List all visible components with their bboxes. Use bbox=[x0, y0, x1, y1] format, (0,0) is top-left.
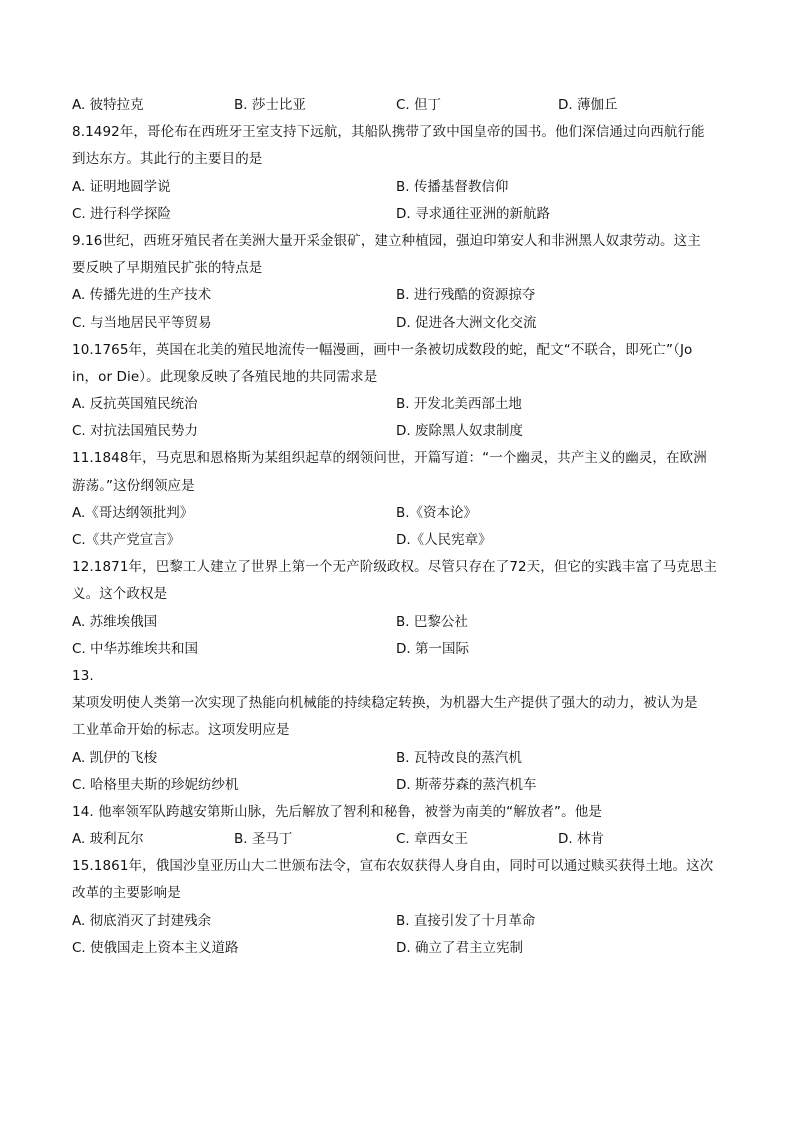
q8-option-d: D. 寻求通往亚洲的新航路 bbox=[396, 205, 550, 222]
q7-option-b: B. 莎士比亚 bbox=[234, 97, 306, 113]
q11-option-d: D.《人民宪章》 bbox=[396, 532, 492, 548]
q15-option-a: A. 彻底消灭了封建残余 bbox=[72, 912, 212, 929]
q7-options bbox=[72, 92, 722, 119]
q14-option-a: A. 玻利瓦尔 bbox=[72, 831, 144, 848]
q9-option-c: C. 与当地居民平等贸易 bbox=[72, 314, 212, 331]
q8-stem-line-1: 8.1492年，哥伦布在西班牙王室支持下远航，其船队携带了致中国皇帝的国书。他们深信通过向西航行能 bbox=[72, 124, 705, 141]
q11-stem-line-2: 游荡。”这份纲领应是 bbox=[72, 477, 195, 494]
q13-stem-line-2: 工业革命开始的标志。这项发明应是 bbox=[72, 722, 290, 739]
q12-options-row-1 bbox=[72, 609, 722, 636]
q8-option-b: B. 传播基督教信仰 bbox=[396, 178, 509, 195]
q15-option-d: D. 确立了君主立宪制 bbox=[396, 939, 523, 956]
q11-options-row-2 bbox=[72, 527, 722, 554]
q8-options-row-2 bbox=[72, 201, 722, 228]
q9-option-b: B. 进行残酷的资源掠夺 bbox=[396, 287, 536, 304]
q9-options-row-2 bbox=[72, 310, 722, 337]
q9-option-a: A. 传播先进的生产技术 bbox=[72, 287, 212, 304]
q12-stem-line-2: 义。这个政权是 bbox=[72, 586, 168, 603]
q13-option-a: A. 凯伊的飞梭 bbox=[72, 749, 158, 766]
q13-number: 13. bbox=[72, 667, 94, 684]
q14-stem-line-1: 14. 他率领军队跨越安第斯山脉，先后解放了智利和秘鲁，被誉为南美的“解放者”。他是 bbox=[72, 803, 602, 820]
q10-option-c: C. 对抗法国殖民势力 bbox=[72, 423, 199, 440]
q10-stem-line-2: in，or Die）。此现象反映了各殖民地的共同需求是 bbox=[72, 368, 378, 385]
q12-options-row-2 bbox=[72, 636, 722, 663]
q9-stem-line-1: 9.16世纪，西班牙殖民者在美洲大量开采金银矿，建立种植园，强迫印第安人和非洲黑人奴隶劳动。这主 bbox=[72, 232, 701, 249]
q13-option-b: B. 瓦特改良的蒸汽机 bbox=[396, 749, 522, 766]
q8-option-a: A. 证明地圆学说 bbox=[72, 178, 171, 195]
q7-option-d: D. 薄伽丘 bbox=[558, 97, 618, 113]
q14-options bbox=[72, 826, 722, 853]
q11-options-row-1 bbox=[72, 500, 722, 527]
q7-option-a: A. 彼特拉克 bbox=[72, 97, 144, 113]
q8-options-row-1 bbox=[72, 174, 722, 201]
q12-option-d: D. 第一国际 bbox=[396, 640, 469, 657]
q8-stem-line-2: 到达东方。其此行的主要目的是 bbox=[72, 151, 263, 168]
q12-option-b: B. 巴黎公社 bbox=[396, 613, 468, 630]
q10-option-d: D. 废除黑人奴隶制度 bbox=[396, 423, 523, 440]
q15-options-row-2 bbox=[72, 935, 722, 962]
q13-option-c: C. 哈格里夫斯的珍妮纺纱机 bbox=[72, 776, 239, 793]
q13-option-d: D. 斯蒂芬森的蒸汽机车 bbox=[396, 776, 537, 793]
q15-stem-line-2: 改革的主要影响是 bbox=[72, 885, 181, 902]
q12-option-a: A. 苏维埃俄国 bbox=[72, 613, 158, 630]
q15-option-b: B. 直接引发了十月革命 bbox=[396, 912, 536, 929]
q14-option-c: C. 章西女王 bbox=[396, 831, 469, 848]
q11-option-b: B.《资本论》 bbox=[396, 504, 478, 521]
q13-stem-line-1: 某项发明使人类第一次实现了热能向机械能的持续稳定转换，为机器大生产提供了强大的动力，被认为是 bbox=[72, 695, 698, 712]
q11-option-a: A.《哥达纲领批判》 bbox=[72, 504, 194, 521]
q12-stem-line-1: 12.1871年，巴黎工人建立了世界上第一个无产阶级政权。尽管只存在了72天，但它的实践丰富了马克思主 bbox=[72, 559, 718, 576]
q14-option-b: B. 圣马丁 bbox=[234, 831, 293, 848]
q9-options-row-1 bbox=[72, 282, 722, 309]
q15-options-row-1 bbox=[72, 908, 722, 935]
q10-stem-line-1: 10.1765年，英国在北美的殖民地流传一幅漫画，画中一条被切成数段的蛇，配文“不联合，即死亡”（Jo bbox=[72, 341, 693, 358]
q13-options-row-2 bbox=[72, 772, 722, 799]
q10-options-row-1 bbox=[72, 391, 722, 418]
q14-option-d: D. 林肯 bbox=[558, 831, 604, 848]
q9-stem-line-2: 要反映了早期殖民扩张的特点是 bbox=[72, 260, 263, 277]
q11-stem-line-1: 11.1848年，马克思和恩格斯为某组织起草的纲领问世，开篇写道：“一个幽灵，共产主义的幽灵，在欧洲 bbox=[72, 450, 707, 467]
q10-option-b: B. 开发北美西部土地 bbox=[396, 396, 522, 413]
q10-option-a: A. 反抗英国殖民统治 bbox=[72, 396, 198, 413]
q15-stem-line-1: 15.1861年，俄国沙皇亚历山大二世颁布法令，宣布农奴获得人身自由，同时可以通过赎买获得土地。这次 bbox=[72, 858, 714, 875]
exam-page bbox=[72, 92, 722, 962]
q12-option-c: C. 中华苏维埃共和国 bbox=[72, 640, 199, 657]
q8-option-c: C. 进行科学探险 bbox=[72, 205, 172, 222]
q7-option-c: C. 但丁 bbox=[396, 97, 442, 113]
q9-option-d: D. 促进各大洲文化交流 bbox=[396, 314, 537, 331]
q11-option-c: C.《共产党宣言》 bbox=[72, 532, 181, 548]
q15-option-c: C. 使俄国走上资本主义道路 bbox=[72, 939, 239, 956]
q13-options-row-1 bbox=[72, 745, 722, 772]
q10-options-row-2 bbox=[72, 418, 722, 445]
